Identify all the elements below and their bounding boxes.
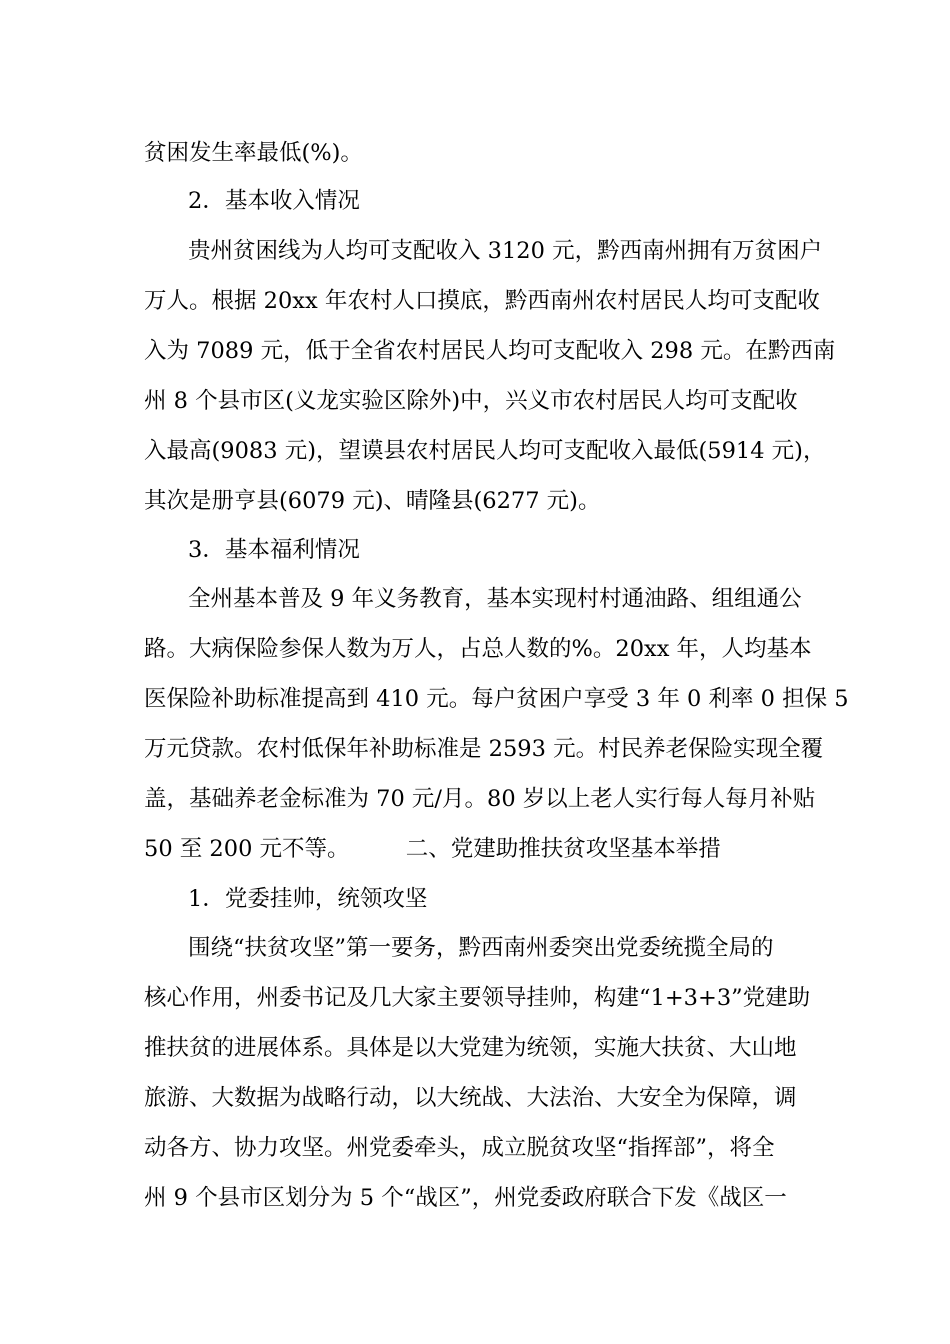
text-line: 入最高(9083 元)，望谟县农村居民人均可支配收入最低(5914 元)， xyxy=(144,438,826,464)
text-line: 推扶贫的进展体系。具体是以大党建为统领，实施大扶贫、大山地 xyxy=(144,1035,797,1061)
section-heading: 1．党委挂帅，统领攻坚 xyxy=(188,886,428,912)
text-line: 州 9 个县市区划分为 5 个“战区”，州党委政府联合下发《战区一 xyxy=(144,1185,787,1211)
text-line: 50 至 200 元不等。 二、党建助推扶贫攻坚基本举措 xyxy=(144,836,721,862)
text-line: 全州基本普及 9 年义务教育，基本实现村村通油路、组组通公 xyxy=(188,586,802,612)
text-line: 州 8 个县市区(义龙实验区除外)中，兴义市农村居民人均可支配收 xyxy=(144,388,798,414)
text-line: 贵州贫困线为人均可支配收入 3120 元，黔西南州拥有万贫困户 xyxy=(188,238,823,264)
section-heading: 2．基本收入情况 xyxy=(188,188,360,214)
text-line: 入为 7089 元，低于全省农村居民人均可支配收入 298 元。在黔西南 xyxy=(144,338,836,364)
text-line: 动各方、协力攻坚。州党委牵头，成立脱贫攻坚“指挥部”，将全 xyxy=(144,1135,775,1161)
text-line: 旅游、大数据为战略行动，以大统战、大法治、大安全为保障，调 xyxy=(144,1085,797,1111)
text-line: 医保险补助标准提高到 410 元。每户贫困户享受 3 年 0 利率 0 担保 5 xyxy=(144,686,849,712)
text-line: 核心作用，州委书记及几大家主要领导挂帅，构建“1+3+3”党建助 xyxy=(144,985,811,1011)
text-line: 万元贷款。农村低保年补助标准是 2593 元。村民养老保险实现全覆 xyxy=(144,736,824,762)
text-line: 路。大病保险参保人数为万人，占总人数的%。20xx 年，人均基本 xyxy=(144,636,812,662)
text-line: 万人。根据 20xx 年农村人口摸底，黔西南州农村居民人均可支配收 xyxy=(144,288,820,314)
text-line: 贫困发生率最低(%)。 xyxy=(144,140,363,166)
text-line: 其次是册亨县(6079 元)、晴隆县(6277 元)。 xyxy=(144,488,601,514)
text-line: 围绕“扶贫攻坚”第一要务，黔西南州委突出党委统揽全局的 xyxy=(188,935,774,961)
section-heading: 3．基本福利情况 xyxy=(188,537,360,563)
text-line: 盖，基础养老金标准为 70 元/月。80 岁以上老人实行每人每月补贴 xyxy=(144,786,816,812)
